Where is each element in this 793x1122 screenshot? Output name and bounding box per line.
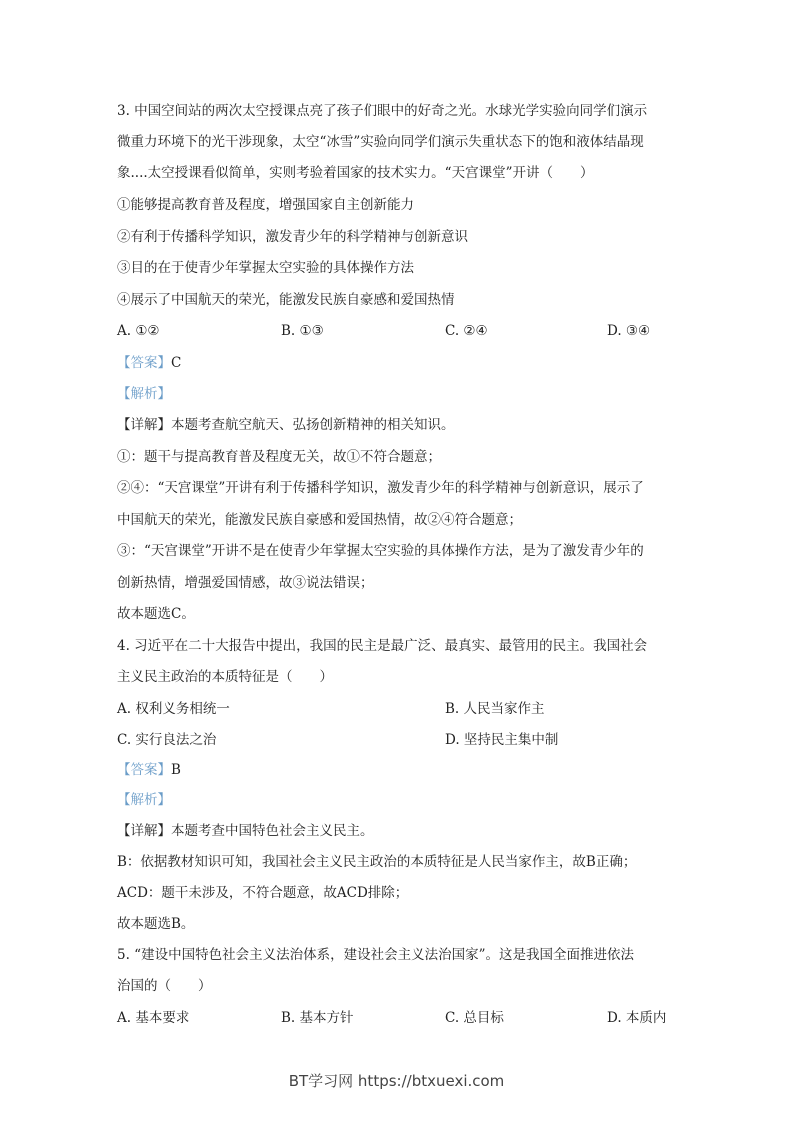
q4-answer	[117, 761, 181, 779]
answer-tag: 【答案】	[117, 762, 171, 778]
q3-statement: ①能够提高教育普及程度，增强国家自主创新能力	[117, 197, 414, 213]
q3-statement: ②有利于传播科学知识，激发青少年的科学精神与创新意识	[117, 229, 468, 245]
q4-detail-line: 故本题选B。	[117, 916, 195, 932]
q3-analysis-tag: 【解析】	[117, 386, 171, 402]
q3-option-a: A. ①②	[117, 323, 160, 339]
q3-option-c: C. ②④	[445, 323, 488, 339]
answer-value: C	[171, 355, 182, 371]
q4-option-d: D. 坚持民主集中制	[445, 732, 559, 748]
footer-watermark: BT学习网 https://btxuexi.com	[288, 1072, 505, 1090]
q4-analysis-tag: 【解析】	[117, 792, 171, 808]
q3-option-d: D. ③④	[607, 323, 651, 339]
q3-answer	[117, 354, 181, 372]
q3-detail-line: 故本题选C。	[117, 606, 195, 622]
q5-option-a: A. 基本要求	[117, 1010, 190, 1026]
q3-detail-line: ①：题干与提高教育普及程度无关，故①不符合题意；	[117, 449, 441, 465]
q3-stem-line: 3. 中国空间站的两次太空授课点亮了孩子们眼中的好奇之光。水球光学实验向同学们演示	[117, 103, 648, 119]
q4-detail-line: B：依据教材知识可知，我国社会主义民主政治的本质特征是人民当家作主，故B正确；	[117, 854, 637, 870]
q4-option-b: B. 人民当家作主	[445, 701, 545, 717]
answer-value: B	[171, 762, 181, 778]
q3-detail-line: 【详解】本题考查航空航天、弘扬创新精神的相关知识。	[117, 417, 455, 433]
q5-stem-line: 治国的（ ）	[117, 978, 212, 994]
q4-option-a: A. 权利义务相统一	[117, 701, 230, 717]
q3-statement: ③目的在于使青少年掌握太空实验的具体操作方法	[117, 260, 414, 276]
q3-detail-line: ③：“天宫课堂”开讲不是在使青少年掌握太空实验的具体操作方法，是为了激发青少年的	[117, 543, 644, 559]
answer-tag: 【答案】	[117, 355, 171, 371]
q5-option-c: C. 总目标	[445, 1010, 504, 1026]
q3-stem-line: 象....太空授课看似简单，实则考验着国家的技术实力。“天宫课堂”开讲（ ）	[117, 165, 594, 181]
q4-option-c: C. 实行良法之治	[117, 732, 217, 748]
q3-statement: ④展示了中国航天的荣光，能激发民族自豪感和爱国热情	[117, 292, 455, 308]
q3-detail-line: 创新热情，增强爱国情感，故③说法错误；	[117, 575, 374, 591]
q5-option-d: D. 本质内	[607, 1010, 667, 1026]
q3-stem-line: 微重力环境下的光干涉现象，太空“冰雪”实验向同学们演示失重状态下的饱和液体结晶现	[117, 134, 644, 150]
q3-detail-line: 中国航天的荣光，能激发民族自豪感和爱国热情，故②④符合题意；	[117, 512, 522, 528]
q4-stem-line: 4. 习近平在二十大报告中提出，我国的民主是最广泛、最真实、最管用的民主。我国社会	[117, 638, 648, 654]
q4-detail-line: ACD：题干未涉及，不符合题意，故ACD排除；	[117, 885, 409, 901]
q3-option-b: B. ①③	[281, 323, 324, 339]
q5-option-b: B. 基本方针	[281, 1010, 354, 1026]
q4-detail-line: 【详解】本题考查中国特色社会主义民主。	[117, 823, 374, 839]
q5-stem-line: 5. “建设中国特色社会主义法治体系，建设社会主义法治国家”。这是我国全面推进依法	[117, 947, 634, 963]
q4-stem-line: 主义民主政治的本质特征是（ ）	[117, 669, 333, 685]
q3-detail-line: ②④：“天宫课堂”开讲有利于传播科学知识，激发青少年的科学精神与创新意识，展示了	[117, 480, 644, 496]
